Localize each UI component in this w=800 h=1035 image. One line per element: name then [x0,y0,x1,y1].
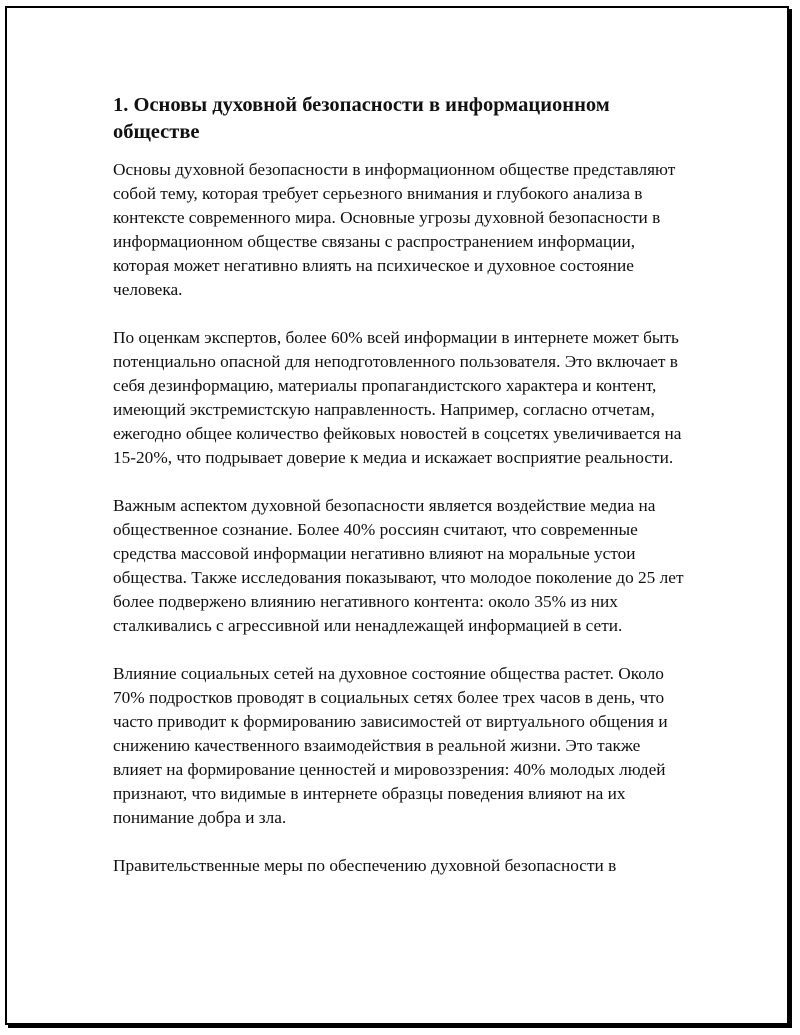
document-body [113,92,691,902]
paragraph-media-influence: Важным аспектом духовной безопасности является воздействие медиа на общественное сознание. Более 40% россиян считают, что современные средства массовой информации негативно влияют на моральные устои общества. Также исследования показывают, что молодое поколение до 25 лет более подвержено влиянию негативного контента: около 35% из них сталкивались с агрессивной или ненадлежащей информацией в сети. [113,496,684,635]
paragraph-social-networks: Влияние социальных сетей на духовное состояние общества растет. Около 70% подростков проводят в социальных сетях более трех часов в день, что часто приводит к формированию зависимостей от виртуального общения и снижению качественного взаимодействия в реальной жизни. Это также влияет на формирование ценностей и мировоззрения: 40% молодых людей признают, что видимые в интернете образцы поведения влияют на их понимание добра и зла. [113,664,668,827]
paragraph-intro: Основы духовной безопасности в информационном обществе представляют собой тему, которая требует серьезного внимания и глубокого анализа в контексте современного мира. Основные угрозы духовной безопасности в информационном обществе связаны с распространением информации, которая может негативно влиять на психическое и духовное состояние человека. [113,160,676,299]
paragraph-government-measures: Правительственные меры по обеспечению духовной безопасности в [113,856,617,875]
paragraph-expert-estimates: По оценкам экспертов, более 60% всей информации в интернете может быть потенциально опасной для неподготовленного пользователя. Это включает в себя дезинформацию, материалы пропагандистского характера и контент, имеющий экстремистскую направленность. Например, согласно отчетам, ежегодно общее количество фейковых новостей в соцсетях увеличивается на 15-20%, что подрывает доверие к медиа и искажает восприятие реальности. [113,328,682,467]
section-heading: 1. Основы духовной безопасности в информационном обществе [113,94,610,143]
